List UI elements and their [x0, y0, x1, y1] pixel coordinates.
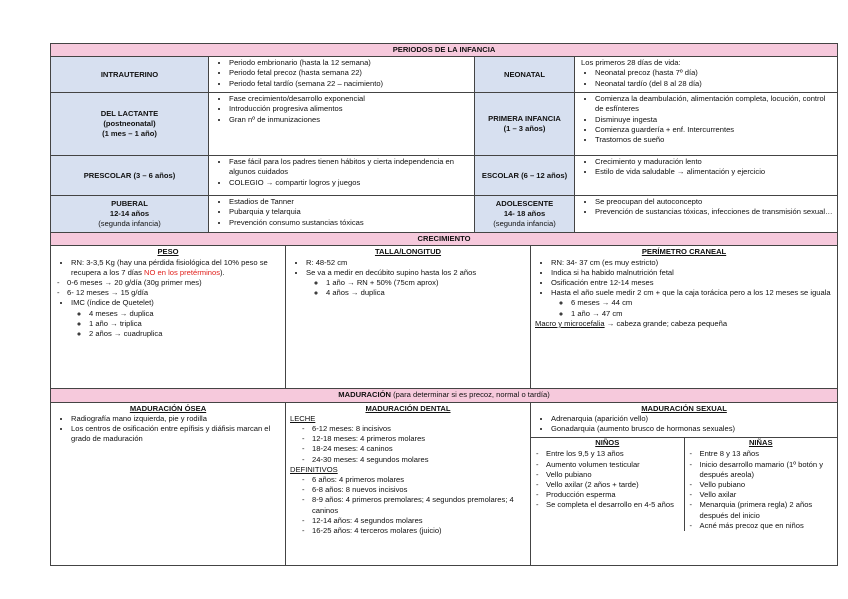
- period-label: PUBERAL: [111, 198, 148, 208]
- list-item: • Comienza guardería + enf. Intercurrentes: [595, 125, 833, 135]
- list-item: • Estadios de Tanner: [229, 197, 470, 207]
- list-item: ◦ 2 años → cuadruplica: [89, 329, 281, 339]
- list-item: - Entre los 9,5 y 13 años: [546, 449, 681, 459]
- perimetro-cell: [531, 246, 838, 389]
- list-item: - Vello axilar (2 años + tarde): [546, 480, 681, 490]
- period-label-intrauterino: [51, 57, 209, 93]
- list-item: - Vello pubiano: [700, 480, 835, 490]
- period-label: INTRAUTERINO: [100, 69, 159, 79]
- period-label-sub: (segunda infancia): [493, 219, 556, 229]
- list-item: - Vello axilar: [700, 490, 835, 500]
- period-label-sub: 14- 18 años: [503, 209, 546, 219]
- period-label-adolescente: [475, 196, 575, 233]
- periods-title: PERIODOS DE LA INFANCIA: [51, 44, 838, 57]
- perimetro-hasta-item: [551, 288, 833, 319]
- osea-title: MADURACIÓN ÓSEA: [129, 403, 207, 413]
- list-item: • Fase fácil para los padres tienen hábitos y cierta independencia en algunos cuidados: [229, 157, 470, 177]
- period-label-sub: (1 – 3 años): [503, 124, 546, 134]
- period-label-primera-infancia: [475, 93, 575, 156]
- macro-text: → cabeza grande; cabeza pequeña: [604, 318, 728, 328]
- period-details: [209, 57, 475, 93]
- period-details: [209, 156, 475, 196]
- talla-cell: [286, 246, 531, 389]
- maturation-content-row: [51, 402, 838, 565]
- ninas-title: NIÑAS: [748, 438, 773, 448]
- growth-title: CRECIMIENTO: [51, 233, 838, 246]
- list-item: - Producción esperma: [546, 490, 681, 500]
- list-item: - Vello pubiano: [546, 470, 681, 480]
- peso-rn-text: RN: 3-3,5 Kg (hay una pérdida fisiológica del 10% peso se recupera a los 7 días: [71, 257, 268, 277]
- period-label: NEONATAL: [503, 69, 546, 79]
- period-label-lactante: [51, 93, 209, 156]
- period-details: [209, 196, 475, 233]
- summary-table: [50, 43, 838, 233]
- list-item: - 6- 12 meses → 15 g/día: [67, 288, 281, 298]
- period-details: [575, 57, 838, 93]
- list-item: • Disminuye ingesta: [595, 115, 833, 125]
- growth-header-row: [51, 233, 838, 246]
- ninos-column: [531, 438, 685, 531]
- list-item: ◦ 1 año → 47 cm: [571, 309, 833, 319]
- list-item: • Osificación entre 12-14 meses: [551, 278, 833, 288]
- peso-rn-warning: NO en los pretérminos: [144, 267, 220, 277]
- list-item: - Inicio desarrollo mamario (1º botón y después areola): [700, 460, 835, 480]
- list-item: • R: 48-52 cm: [306, 258, 526, 268]
- period-label-puberal: [51, 196, 209, 233]
- growth-content-row: [51, 246, 838, 389]
- peso-rn-item: [71, 258, 281, 278]
- dental-definitivos-label: DEFINITIVOS: [290, 464, 338, 474]
- sexual-subtable: [531, 437, 837, 531]
- ninas-column: [685, 438, 838, 531]
- list-item: ◦ 1 año → RN + 50% (75cm aprox): [326, 278, 526, 288]
- osea-cell: [51, 402, 286, 565]
- list-item: • Introducción progresiva alimentos: [229, 104, 470, 114]
- list-item: - 18-24 meses: 4 caninos: [312, 444, 526, 454]
- list-item: • Periodo fetal precoz (hasta semana 22): [229, 68, 470, 78]
- list-item: ◦ 6 meses → 44 cm: [571, 298, 833, 308]
- period-label: DEL LACTANTE: [100, 108, 159, 118]
- period-label-neonatal: [475, 57, 575, 93]
- maturation-title-cell: [51, 389, 838, 402]
- period-label-sub: (segunda infancia): [98, 219, 161, 229]
- list-item: • Periodo embrionario (hasta la 12 semana): [229, 58, 470, 68]
- period-intro: Los primeros 28 días de vida:: [581, 58, 681, 68]
- peso-title: PESO: [157, 247, 179, 257]
- list-item: ◦ 1 año → triplica: [89, 319, 281, 329]
- summary-sheet: [50, 43, 837, 566]
- list-item: • Radiografía mano izquierda, pie y rodilla: [71, 414, 281, 424]
- list-item: • Prevención consumo sustancias tóxicas: [229, 218, 470, 228]
- macro-line: [535, 319, 833, 329]
- period-label-prescolar: [51, 156, 209, 196]
- maturation-title: MADURACIÓN: [338, 390, 392, 400]
- list-item: - 16-25 años: 4 terceros molares (juicio): [312, 526, 526, 536]
- list-item: • Comienza la deambulación, alimentación completa, locución, control de esfínteres: [595, 94, 833, 114]
- list-item: - 24-30 meses: 4 segundos molares: [312, 455, 526, 465]
- list-item: • Crecimiento y maduración lento: [595, 157, 833, 167]
- sexual-title: MADURACIÓN SEXUAL: [641, 403, 727, 413]
- periods-header-row: [51, 44, 838, 57]
- list-item: - 6 años: 4 primeros molares: [312, 475, 526, 485]
- list-item: - Entre 8 y 13 años: [700, 449, 835, 459]
- list-item: • Periodo fetal tardío (semana 22 – nacimiento): [229, 79, 470, 89]
- list-item: - Se completa el desarrollo en 4-5 años: [546, 500, 681, 510]
- period-details: [575, 196, 838, 233]
- period-label-sub: (postneonatal): [103, 119, 156, 129]
- growth-table: [50, 232, 838, 389]
- list-item: - Acné más precoz que en niños: [700, 521, 835, 531]
- period-row: [51, 57, 838, 93]
- period-label-escolar: [475, 156, 575, 196]
- talla-title: TALLA/LONGITUD: [374, 247, 442, 257]
- peso-imc-label: IMC (índice de Quetelet): [71, 298, 154, 308]
- list-item: • Fase crecimiento/desarrollo exponencial: [229, 94, 470, 104]
- period-label-sub: (1 mes – 1 año): [102, 129, 157, 139]
- perimetro-hasta-text: Hasta el año suele medir 2 cm + que la caja torácica pero a los 12 meses se iguala: [551, 288, 831, 298]
- list-item: - 12-18 meses: 4 primeros molares: [312, 434, 526, 444]
- list-item: - 0-6 meses → 20 g/día (30g primer mes): [67, 278, 281, 288]
- peso-imc-item: [71, 298, 281, 339]
- list-item: • Adrenarquia (aparición vello): [551, 414, 833, 424]
- list-item: • Neonatal precoz (hasta 7º día): [595, 68, 833, 78]
- maturation-header-row: [51, 389, 838, 402]
- period-label: PRIMERA INFANCIA: [488, 114, 561, 123]
- list-item: • Indica si ha habido malnutrición fetal: [551, 268, 833, 278]
- list-item: • Pubarquia y telarquia: [229, 207, 470, 217]
- list-item: • Gran nº de inmunizaciones: [229, 115, 470, 125]
- talla-measure-text: Se va a medir en decúbito supino hasta los 2 años: [306, 267, 477, 277]
- list-item: • Los centros de osificación entre epífisis y diáfisis marcan el grado de maduración: [71, 424, 281, 444]
- dental-title: MADURACIÓN DENTAL: [365, 403, 451, 413]
- period-label: PRESCOLAR (3 – 6 años): [83, 170, 176, 180]
- list-item: • Gonadarquia (aumento brusco de hormonas sexuales): [551, 424, 833, 434]
- maturation-subtitle: (para determinar si es precoz, normal o tardía): [391, 390, 550, 400]
- dental-cell: [286, 402, 531, 565]
- list-item: ◦ 4 meses → duplica: [89, 309, 281, 319]
- list-item: - 12-14 años: 4 segundos molares: [312, 516, 526, 526]
- list-item: • RN: 34- 37 cm (es muy estricto): [551, 258, 833, 268]
- period-label: ESCOLAR (6 – 12 años): [481, 170, 568, 180]
- list-item: • COLEGIO → compartir logros y juegos: [229, 178, 470, 188]
- list-item: - Aumento volumen testicular: [546, 460, 681, 470]
- list-item: - Menarquia (primera regla) 2 años después del inicio: [700, 500, 835, 520]
- perimetro-title: PERÍMETRO CRANEAL: [641, 247, 727, 257]
- list-item: • Neonatal tardío (del 8 al 28 día): [595, 79, 833, 89]
- macro-label: Macro y microcefalia: [535, 318, 605, 328]
- period-details: [575, 93, 838, 156]
- period-label-sub: 12-14 años: [109, 209, 150, 219]
- period-row: [51, 156, 838, 196]
- ninos-title: NIÑOS: [595, 438, 620, 448]
- list-item: - 8-9 años: 4 primeros premolares; 4 segundos premolares; 4 caninos: [312, 495, 526, 515]
- dental-leche-label: LECHE: [290, 413, 316, 423]
- sexual-cell: [531, 402, 838, 565]
- peso-rn-end: ).: [220, 267, 225, 277]
- period-details: [209, 93, 475, 156]
- list-item: • Estilo de vida saludable → alimentación y ejercicio: [595, 167, 833, 177]
- list-item: • Prevención de sustancias tóxicas, infecciones de transmisión sexual…: [595, 207, 833, 217]
- period-label: ADOLESCENTE: [495, 198, 554, 208]
- list-item: • Se preocupan del autoconcepto: [595, 197, 833, 207]
- maturation-table: [50, 388, 838, 565]
- peso-cell: [51, 246, 286, 389]
- period-row: [51, 196, 838, 233]
- list-item: ◦ 4 años → duplica: [326, 288, 526, 298]
- list-item: - 6-8 años: 8 nuevos incisivos: [312, 485, 526, 495]
- talla-measure-item: [306, 268, 526, 299]
- period-row: [51, 93, 838, 156]
- list-item: • Trastornos de sueño: [595, 135, 833, 145]
- period-details: [575, 156, 838, 196]
- list-item: - 6-12 meses: 8 incisivos: [312, 424, 526, 434]
